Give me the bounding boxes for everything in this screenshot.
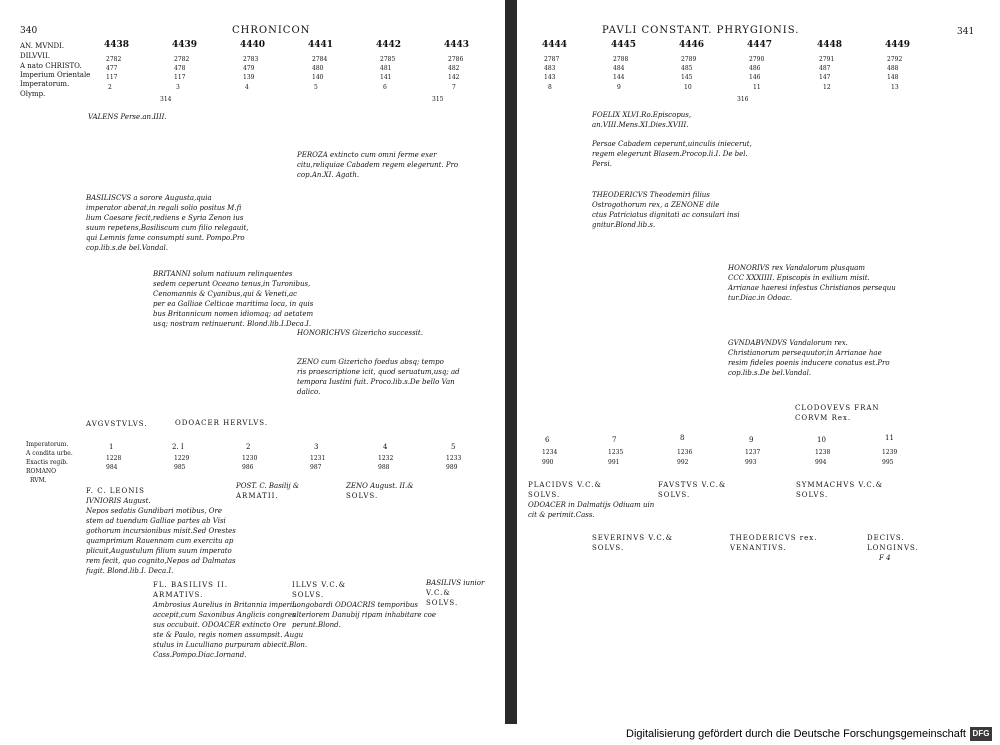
entry-line: F. C. LEONIS bbox=[86, 487, 145, 495]
lower-col-number: 11 bbox=[885, 434, 894, 442]
year-header: 4443 bbox=[444, 40, 470, 50]
year-cell: 2788 bbox=[613, 56, 629, 63]
lower-col-number: 10 bbox=[817, 436, 826, 444]
row-label-imperatorum: Imperatorum. bbox=[20, 80, 70, 88]
year-header: 4441 bbox=[308, 40, 334, 50]
year-header: 4448 bbox=[817, 40, 843, 50]
year-cell: 8 bbox=[548, 84, 552, 91]
year-cell: 6 bbox=[383, 84, 387, 91]
year-header: 4442 bbox=[376, 40, 402, 50]
entry-line: Nepos sedatis Gundibari motibus, Ore bbox=[86, 507, 222, 515]
entry-theodericus-rex bbox=[730, 533, 817, 553]
row-label-diluvii: DILVVII. bbox=[20, 52, 51, 60]
entry-zeno bbox=[297, 357, 460, 397]
entry-line: sus occubuit. ODOACER extincto Ore bbox=[153, 621, 287, 629]
lower-col-number: 9 bbox=[749, 436, 754, 444]
lower-cell: 991 bbox=[608, 459, 620, 466]
lower-col-number: 2 bbox=[246, 443, 251, 451]
entry-line: SOLVS. bbox=[658, 491, 691, 499]
entry-line: tempora Iustini fuit. Proco.lib.s.De bello Van bbox=[297, 378, 455, 386]
entry-line: FL. BASILIVS II. bbox=[153, 581, 228, 589]
entry-line: ZENO August. II.& bbox=[346, 482, 414, 490]
lower-col-number: 2. I bbox=[172, 443, 184, 451]
year-header: 4444 bbox=[542, 40, 568, 50]
lower-row-label: RVM. bbox=[30, 477, 47, 484]
entry-basilius-iunior bbox=[426, 578, 484, 608]
lower-cell: 989 bbox=[446, 464, 458, 471]
entry-valens: VALENS Perse.an.IIII. bbox=[88, 113, 167, 121]
year-header: 4449 bbox=[885, 40, 911, 50]
year-header: 4446 bbox=[679, 40, 705, 50]
entry-line: ulteriorem Danubij ripam inhabitare coe bbox=[292, 611, 436, 619]
entry-line: POST. C. Basilij & bbox=[236, 482, 300, 490]
lower-cell: 1237 bbox=[745, 449, 761, 456]
entry-line: Ostrogothorum rex, a ZENONE dile bbox=[592, 201, 720, 209]
year-header: 4438 bbox=[104, 40, 130, 50]
year-header: 4439 bbox=[172, 40, 198, 50]
running-head: PAVLI CONSTANT. PHRYGIONIS. bbox=[602, 25, 800, 36]
year-cell: 2785 bbox=[380, 56, 396, 63]
year-cell: 144 bbox=[613, 74, 625, 81]
year-cell: 2782 bbox=[106, 56, 122, 63]
entry-post-basilij bbox=[236, 481, 299, 501]
year-cell: 117 bbox=[174, 74, 186, 81]
year-cell: 11 bbox=[753, 84, 761, 91]
year-cell: 147 bbox=[819, 74, 831, 81]
entry-line: ODOACER in Dalmatijs Odiuam uin bbox=[528, 501, 655, 509]
signature-mark: F 4 bbox=[879, 554, 891, 562]
entry-line: SOLVS. bbox=[426, 599, 459, 607]
year-cell: 140 bbox=[312, 74, 324, 81]
entry-theodericus bbox=[592, 190, 740, 230]
entry-line: fugit. Blond.lib.I. Deca.I. bbox=[86, 567, 174, 575]
row-label-anno-christo: A nato CHRISTO. bbox=[20, 62, 82, 70]
year-cell: 486 bbox=[749, 65, 761, 72]
entry-line: BASILIVS iunior bbox=[426, 579, 485, 587]
entry-seuerinus bbox=[592, 533, 673, 553]
entry-line: rem fecit, quo cognito,Nepos ad Dalmatas bbox=[86, 557, 236, 565]
year-cell: 145 bbox=[681, 74, 693, 81]
year-cell: 148 bbox=[887, 74, 899, 81]
entry-line: SOLVS. bbox=[796, 491, 829, 499]
entry-britanni bbox=[153, 269, 313, 329]
entry-line: sedem ceperunt Oceano tenus,in Turonibus, bbox=[153, 280, 311, 288]
entry-line: quamprimum Rauennam cum exercitu ap bbox=[86, 537, 234, 545]
year-cell: 2787 bbox=[544, 56, 560, 63]
entry-line: PEROZA extincto cum omni ferme exer bbox=[297, 151, 437, 159]
year-cell: 143 bbox=[544, 74, 556, 81]
entry-line: SOLVS. bbox=[592, 544, 625, 552]
entry-line: CCC XXXIIII. Episcopis in exilium misit. bbox=[728, 274, 870, 282]
year-header: 4447 bbox=[747, 40, 773, 50]
lower-cell: 1228 bbox=[106, 455, 122, 462]
lower-cell: 992 bbox=[677, 459, 689, 466]
entry-line: resim fideles poenis inducere conatus est.Pro bbox=[728, 359, 890, 367]
year-cell: 482 bbox=[448, 65, 460, 72]
entry-line: Persae Cabadem ceperunt,uinculis iniecerut, bbox=[592, 140, 752, 148]
lower-cell: 1234 bbox=[542, 449, 558, 456]
page-number: 341 bbox=[957, 27, 975, 37]
year-cell: 5 bbox=[314, 84, 318, 91]
entry-honorius bbox=[728, 263, 896, 303]
year-cell: 2 bbox=[108, 84, 112, 91]
year-cell: 12 bbox=[823, 84, 831, 91]
year-cell: 3 bbox=[176, 84, 180, 91]
lower-col-number: 1 bbox=[109, 443, 114, 451]
row-label-olymp: Olymp. bbox=[20, 90, 46, 98]
entry-line: SEVERINVS V.C.& bbox=[592, 534, 673, 542]
entry-line: ctus Patriciatus dignitati ac consulari insi bbox=[592, 211, 740, 219]
lower-cell: 1239 bbox=[882, 449, 898, 456]
entry-line: plicuit,Augustulum filium suum imperato bbox=[86, 547, 232, 555]
lower-cell: 993 bbox=[745, 459, 757, 466]
entry-line: VENANTIVS. bbox=[730, 544, 787, 552]
entry-line: bus Britannicum nomen idiomaq; ad aetatem bbox=[153, 310, 314, 318]
year-cell: 480 bbox=[312, 65, 324, 72]
lower-col-number: 5 bbox=[451, 443, 456, 451]
year-cell: 488 bbox=[887, 65, 899, 72]
row-label-anno-mundi: AN. MVNDI. bbox=[20, 42, 65, 50]
entry-line: regem elegerunt Blasem.Procop.li.I. De bel. bbox=[592, 150, 748, 158]
lower-cell: 1230 bbox=[242, 455, 258, 462]
year-cell: 481 bbox=[380, 65, 392, 72]
lower-col-number: 4 bbox=[383, 443, 388, 451]
year-header: 4440 bbox=[240, 40, 266, 50]
entry-line: SOLVS. bbox=[292, 591, 325, 599]
entry-line: cop.lib.s.De bel.Vandal. bbox=[728, 369, 812, 377]
lower-cell: 990 bbox=[542, 459, 554, 466]
entry-line: SYMMACHVS V.C.& bbox=[796, 481, 883, 489]
entry-line: ste & Paulo, regis nomen assumpsit. Augu bbox=[153, 631, 304, 639]
funding-credit: Digitalisierung gefördert durch die Deutsche Forschungsgemeinschaft bbox=[626, 728, 966, 740]
entry-line: qui Lemnis fame consumpti sunt. Pompo.Pro bbox=[86, 234, 245, 242]
heading-augustulus: AVGVSTVLVS. bbox=[86, 420, 148, 428]
entry-line: SOLVS. bbox=[528, 491, 561, 499]
entry-line: gnitur.Blond.lib.s. bbox=[592, 221, 656, 229]
entry-line: usq; nostram retinuerunt. Blond.lib.I.Deca.I. bbox=[153, 320, 312, 328]
year-cell: 9 bbox=[617, 84, 621, 91]
entry-line: HONORIVS rex Vandalorum plusquam bbox=[728, 264, 866, 272]
year-header: 4445 bbox=[611, 40, 637, 50]
entry-line: Cenomannis & Cyanibus,qui & Veneti,ac bbox=[153, 290, 298, 298]
entry-line: FOELIX XLVI.Ro.Episcopus, bbox=[592, 111, 692, 119]
entry-line: ILLVS V.C.& bbox=[292, 581, 346, 589]
year-cell: 483 bbox=[544, 65, 556, 72]
entry-persae bbox=[592, 139, 752, 169]
year-cell: 487 bbox=[819, 65, 831, 72]
lower-col-number: 8 bbox=[680, 434, 685, 442]
olymp-mark: 314 bbox=[160, 96, 172, 103]
entry-line: Arrianae haeresi infestus Christianos persequu bbox=[728, 284, 896, 292]
entry-line: BASILISCVS a sorore Augusta,quia bbox=[86, 194, 212, 202]
lower-cell: 985 bbox=[174, 464, 186, 471]
dfg-logo: DFG bbox=[970, 727, 992, 741]
year-cell: 146 bbox=[749, 74, 761, 81]
entry-line: perunt.Blond. bbox=[292, 621, 341, 629]
entry-line: ZENO cum Gizericho foedus absq; tempo bbox=[297, 358, 444, 366]
entry-line: FAVSTVS V.C.& bbox=[658, 481, 727, 489]
entry-fl-basilius bbox=[153, 580, 307, 660]
lower-cell: 1231 bbox=[310, 455, 326, 462]
entry-illus bbox=[292, 580, 436, 630]
entry-line: citu,reliquiae Cabadem regem elegerunt. Pro bbox=[297, 161, 459, 169]
year-cell: 484 bbox=[613, 65, 625, 72]
entry-line: GVNDABVNDVS Vandalorum rex. bbox=[728, 339, 848, 347]
row-label-imperium: Imperium Orientale bbox=[20, 71, 91, 79]
olymp-mark: 315 bbox=[432, 96, 444, 103]
entry-clodoveus bbox=[795, 403, 880, 423]
page-gutter bbox=[505, 0, 517, 724]
year-cell: 141 bbox=[380, 74, 392, 81]
year-cell: 478 bbox=[174, 65, 186, 72]
lower-cell: 1233 bbox=[446, 455, 462, 462]
year-cell: 2783 bbox=[243, 56, 259, 63]
year-cell: 2792 bbox=[887, 56, 903, 63]
lower-cell: 1236 bbox=[677, 449, 693, 456]
year-cell: 13 bbox=[891, 84, 899, 91]
entry-line: ARMATIVS. bbox=[153, 591, 204, 599]
lower-cell: 995 bbox=[882, 459, 894, 466]
lower-col-number: 3 bbox=[314, 443, 319, 451]
entry-line: Longobardi ODOACRIS temporibus bbox=[292, 601, 419, 609]
entry-line: cit & perimit.Cass. bbox=[528, 511, 595, 519]
entry-line: stem ad tuendum Galliae partes ab Visi bbox=[86, 517, 226, 525]
entry-line: Christianorum persequutor,in Arrianae hae bbox=[728, 349, 882, 357]
lower-cell: 994 bbox=[815, 459, 827, 466]
entry-line: cop.An.XI. Agath. bbox=[297, 171, 360, 179]
year-cell: 2784 bbox=[312, 56, 328, 63]
year-cell: 117 bbox=[106, 74, 118, 81]
lower-cell: 1238 bbox=[815, 449, 831, 456]
lower-cell: 984 bbox=[106, 464, 118, 471]
year-cell: 2790 bbox=[749, 56, 765, 63]
lower-cell: 1235 bbox=[608, 449, 624, 456]
year-cell: 142 bbox=[448, 74, 460, 81]
entry-line: THEODERICVS Theodemiri filius bbox=[592, 191, 710, 199]
entry-line: PLACIDVS V.C.& bbox=[528, 481, 602, 489]
entry-line: Ambrosius Aurelius in Britannia imperiu bbox=[153, 601, 297, 609]
entry-line: tur.Diac.in Odoac. bbox=[728, 294, 793, 302]
lower-cell: 988 bbox=[378, 464, 390, 471]
lower-col-number: 6 bbox=[545, 436, 550, 444]
entry-line: dalico. bbox=[297, 388, 321, 396]
lower-row-label: Imperatorum. bbox=[26, 441, 69, 448]
entry-line: LONGINVS. bbox=[867, 544, 919, 552]
page-number: 340 bbox=[20, 26, 38, 36]
entry-line: cop.lib.s.de bel.Vandal. bbox=[86, 244, 168, 252]
entry-line: suum repetens,Basiliscum cum filio relegauit, bbox=[86, 224, 249, 232]
right-page bbox=[517, 0, 1000, 724]
entry-line: gothorum incursionibus misit.Sed Orestes bbox=[86, 527, 236, 535]
year-cell: 10 bbox=[684, 84, 692, 91]
entry-gundabundus bbox=[728, 338, 890, 378]
entry-line: V.C.& bbox=[426, 589, 451, 597]
entry-line: stulus in Luculliano purpuram abiecit.Blon. bbox=[153, 641, 308, 649]
entry-faustus bbox=[658, 480, 726, 500]
year-cell: 2791 bbox=[819, 56, 835, 63]
lower-row-label: A condita urbe. bbox=[26, 450, 73, 457]
entry-line: imperator aberat,in regali solio positus M.fi bbox=[86, 204, 242, 212]
year-cell: 4 bbox=[245, 84, 249, 91]
entry-symmachus bbox=[796, 480, 883, 500]
entry-fc-leonis bbox=[86, 486, 236, 576]
heading-odoacer: ODOACER HERVLVS. bbox=[175, 419, 269, 427]
entry-zeno-solus bbox=[346, 481, 413, 501]
entry-line: ris praescriptione icit, quod seruatum,usq; ad bbox=[297, 368, 460, 376]
entry-decius bbox=[867, 533, 919, 563]
lower-col-number: 7 bbox=[612, 436, 617, 444]
year-cell: 485 bbox=[681, 65, 693, 72]
lower-row-label: Exactis regib. bbox=[26, 459, 68, 466]
entry-peroza bbox=[297, 150, 458, 180]
entry-line: ARMATII. bbox=[236, 492, 279, 500]
lower-cell: 1229 bbox=[174, 455, 190, 462]
running-head: CHRONICON bbox=[232, 25, 311, 36]
year-cell: 7 bbox=[452, 84, 456, 91]
year-cell: 479 bbox=[243, 65, 255, 72]
entry-line: IVNIORIS August. bbox=[86, 497, 151, 505]
year-cell: 477 bbox=[106, 65, 118, 72]
entry-line: lium Caesare fecit,rediens e Syria Zenon ius bbox=[86, 214, 244, 222]
entry-line: CORVM Rex. bbox=[795, 414, 852, 422]
lower-cell: 1232 bbox=[378, 455, 394, 462]
entry-line: SOLVS. bbox=[346, 492, 379, 500]
entry-line: DECIVS. bbox=[867, 534, 905, 542]
lower-cell: 986 bbox=[242, 464, 254, 471]
entry-line: an.VIII.Mens.XI.Dies.XVIII. bbox=[592, 121, 689, 129]
entry-line: Persi. bbox=[592, 160, 612, 168]
entry-basiliscus bbox=[86, 193, 249, 253]
olymp-mark: 316 bbox=[737, 96, 749, 103]
left-page bbox=[0, 0, 505, 724]
entry-honorichus: HONORICHVS Gizericho successit. bbox=[297, 329, 423, 337]
entry-foelix bbox=[592, 110, 691, 130]
entry-line: accepit,cum Saxonibus Anglicis congres bbox=[153, 611, 296, 619]
year-cell: 2789 bbox=[681, 56, 697, 63]
year-cell: 139 bbox=[243, 74, 255, 81]
entry-line: THEODERICVS rex. bbox=[730, 534, 818, 542]
lower-row-label: ROMANO bbox=[26, 468, 57, 475]
entry-line: Cass.Pompo.Diac.Iornand. bbox=[153, 651, 247, 659]
year-cell: 2782 bbox=[174, 56, 190, 63]
entry-line: per ea Galliae Celticae maritima loca, in quis bbox=[153, 300, 314, 308]
entry-placidus bbox=[528, 480, 654, 520]
entry-line: BRITANNI solum natiuum relinquentes bbox=[153, 270, 293, 278]
lower-cell: 987 bbox=[310, 464, 322, 471]
entry-line: CLODOVEVS FRAN bbox=[795, 404, 880, 412]
year-cell: 2786 bbox=[448, 56, 464, 63]
